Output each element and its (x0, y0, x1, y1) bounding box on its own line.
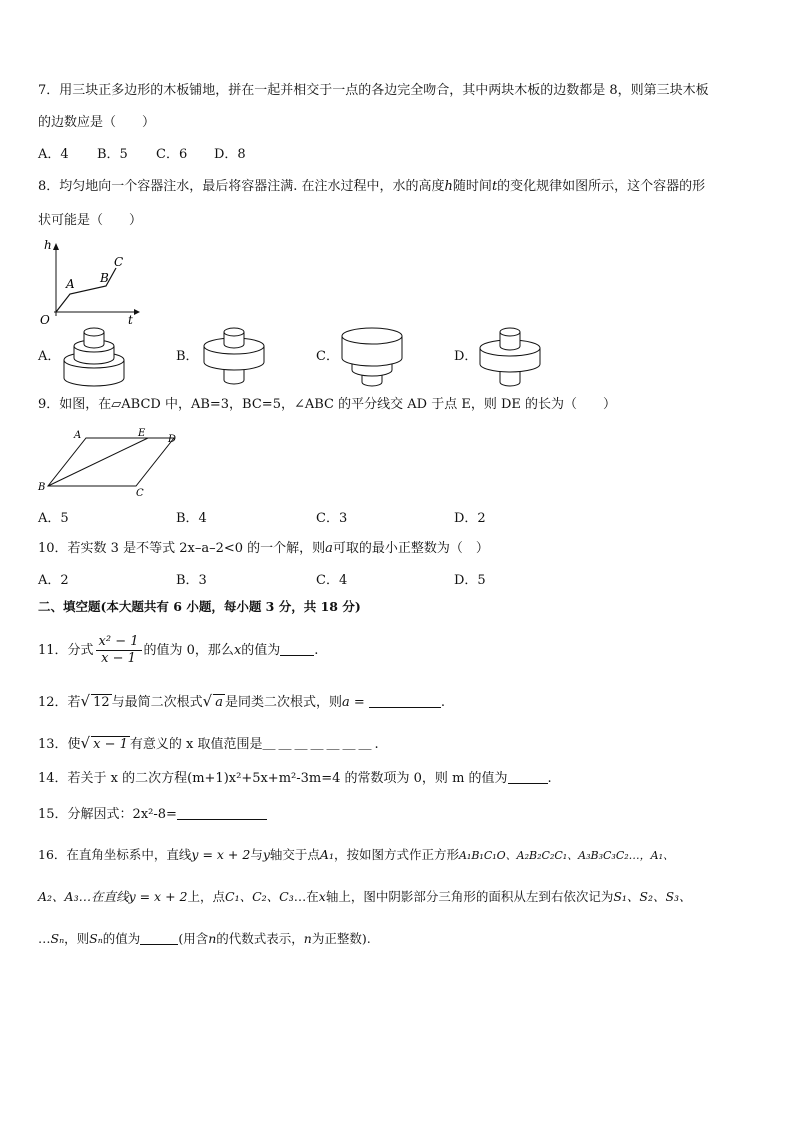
section2-title: 二、填空题(本大题共有 6 小题，每小题 3 分，共 18 分) (38, 599, 361, 614)
q9-label-a: A (74, 430, 82, 441)
q15-answer-blank[interactable] (177, 819, 267, 820)
q16-var-x: x (318, 889, 326, 904)
q12-answer-blank[interactable] (369, 707, 441, 708)
q16-text-i: ，则 (64, 931, 90, 946)
q8-container-a (58, 322, 130, 390)
q16-text-e: 上，点 (187, 889, 225, 904)
q7-option-c: C．6 (156, 147, 188, 162)
sqrt-icon: √ (80, 692, 91, 710)
q12-line (38, 692, 445, 712)
q8-var-h: h (444, 179, 453, 194)
q11-end: . (314, 643, 319, 658)
q8-graph-t-arrow (134, 309, 140, 315)
q9-option-a: A．5 (38, 511, 69, 526)
q10-option-a: A．2 (38, 573, 69, 588)
q8-container-c (336, 322, 408, 390)
q8-option-a: A． (38, 349, 61, 364)
q13-answer-dashes[interactable]: ＿＿＿＿＿＿＿ (262, 737, 375, 752)
q14-line (38, 770, 552, 788)
q7-line2: 的边数应是（ ） (38, 115, 156, 130)
q13-line (38, 734, 379, 754)
q8-graph-label-c: C (114, 255, 124, 269)
q8-option-b: B． (176, 349, 199, 364)
q9-bisector (48, 438, 148, 486)
q16-a1: A₁ (319, 847, 334, 862)
q8-container-d (474, 322, 546, 390)
q9-option-c: C．3 (316, 511, 348, 526)
q16-var-n2: n (303, 931, 312, 946)
q16-text-d: ，按如图方式作正方形 (333, 847, 459, 862)
q7-option-a: A．4 (38, 147, 69, 162)
q13-prefix: 13．使 (38, 737, 81, 752)
q10-line1 (38, 540, 489, 558)
q16-answer-blank[interactable] (140, 944, 178, 945)
q8-graph-h-arrow (53, 243, 59, 250)
q9-label-e: E (138, 428, 146, 439)
q9-label-d: D (168, 434, 177, 445)
q7-option-b: B．5 (97, 147, 128, 162)
q12-after: 是同类二次根式，则 (225, 695, 343, 710)
q16-eq: y = x + 2 (191, 847, 251, 862)
q14-end: . (547, 771, 552, 786)
q9-label-b: B (38, 482, 46, 493)
q16-text-a: 16．在直角坐标系中，直线 (38, 847, 192, 862)
q15-text: 15．分解因式：2x²-8= (38, 807, 177, 822)
q10-text-b: 可取的最小正整数为（ ） (332, 541, 489, 556)
q10-text-a: 10．若实数 3 是不等式 2x–a–2<0 的一个解，则 (38, 541, 326, 556)
q9-label-c: C (136, 488, 144, 499)
q15-line (38, 806, 267, 824)
q12-eq: = (349, 695, 365, 710)
q8-graph-label-t: t (128, 313, 133, 327)
q9-line1: 9．如图，在▱ABCD 中，AB=3，BC=5，∠ABC 的平分线交 AD 于点 E，则 DE 的长为（ ） (38, 397, 616, 412)
sqrt-icon: √ (80, 734, 91, 752)
q8-graph-label-b: B (100, 271, 109, 285)
q11-denominator: x − 1 (101, 651, 136, 666)
q16-text-g: 轴上，图中阴影部分三角形的面积从左到右依次记为 (325, 889, 614, 904)
q14-text: 14．若关于 x 的二次方程(m+1)x²+5x+m²-3m=4 的常数项为 0，则 m 的值为 (38, 771, 508, 786)
q11-var-x: x (233, 643, 242, 658)
q8-graph-label-h: h (44, 238, 52, 252)
q16-line2 (38, 888, 692, 906)
q16-sn2: Sₙ (89, 931, 103, 946)
sqrt-icon: √ (202, 692, 213, 710)
q12-prefix: 12．若 (38, 695, 81, 710)
q11-answer-blank[interactable] (280, 655, 314, 656)
q12-var-a: a (342, 695, 350, 710)
q12-root2: a (215, 695, 223, 710)
q8-graph (34, 238, 144, 328)
q11-numerator: x² − 1 (96, 634, 142, 651)
q8-option-c: C． (316, 349, 339, 364)
q16-text-k: (用含 (178, 931, 209, 946)
q12-end: . (440, 695, 445, 710)
q8-line1 (38, 178, 705, 196)
q16-squares: A₁B₁C₁O、A₂B₂C₂C₁、A₃B₃C₃C₂…，A₁、 (458, 849, 675, 862)
q14-answer-blank[interactable] (508, 783, 548, 784)
q10-option-d: D．5 (454, 573, 486, 588)
q11-suffix: 的值为 (241, 643, 281, 658)
q8-text-a: 8．均匀地向一个容器注水，最后将容器注满. 在注水过程中，水的高度 (38, 179, 445, 194)
q8-text-b: 随时间 (452, 179, 492, 194)
q10-option-b: B．3 (176, 573, 207, 588)
q10-var-a: a (325, 541, 333, 556)
q16-var-n: n (208, 931, 217, 946)
q16-text-l: 的代数式表示， (216, 931, 304, 946)
q16-line1 (38, 846, 674, 865)
q8-text-c: 的变化规律如图所示，这个容器的形 (497, 179, 706, 194)
q11-fraction (96, 634, 142, 667)
q11-prefix: 11．分式 (38, 643, 94, 658)
q16-var-y: y (262, 847, 270, 862)
q13-end: . (374, 737, 379, 752)
q8-container-b (198, 322, 270, 390)
q7-line1: 7．用三块正多边形的木板铺地，拼在一起并相交于一点的各边完全吻合，其中两块木板的边数都是 8，则第三块木板 (38, 83, 709, 98)
q16-text-m: 为正整数). (311, 931, 371, 946)
q16-eq2: y = x + 2 (128, 889, 188, 904)
q9-figure (36, 424, 186, 504)
q8-line2: 状可能是（ ） (38, 213, 143, 228)
q16-text-b: 与 (250, 847, 263, 862)
q13-root: x − 1 (93, 737, 128, 752)
q13-middle: 有意义的 x 取值范围是 (129, 737, 263, 752)
q16-s-list: S₁、S₂、S₃、 (613, 889, 692, 904)
q16-a-points: A₂、A₃…在直线 (38, 889, 129, 904)
q8-option-d: D． (454, 349, 478, 364)
q7-option-d: D．8 (214, 147, 246, 162)
q16-text-f: …在 (293, 889, 319, 904)
q16-sn: Sₙ (50, 931, 65, 946)
q9-option-b: B．4 (176, 511, 207, 526)
q10-option-c: C．4 (316, 573, 348, 588)
q16-line3 (38, 930, 371, 948)
q9-option-d: D．2 (454, 511, 486, 526)
q12-middle: 与最简二次根式 (111, 695, 203, 710)
q8-var-t: t (491, 179, 498, 194)
q9-parallelogram (48, 438, 174, 486)
q16-text-h: … (38, 931, 51, 946)
q16-c-points: C₁、C₂、C₃ (225, 889, 294, 904)
q11-middle: 的值为 0，那么 (143, 643, 234, 658)
q12-root1: 12 (93, 695, 110, 710)
q8-graph-label-a: A (66, 277, 75, 291)
q16-text-j: 的值为 (102, 931, 141, 946)
q16-text-c: 轴交于点 (269, 847, 320, 862)
q11-line (38, 634, 318, 667)
q8-graph-label-o: O (40, 313, 50, 327)
